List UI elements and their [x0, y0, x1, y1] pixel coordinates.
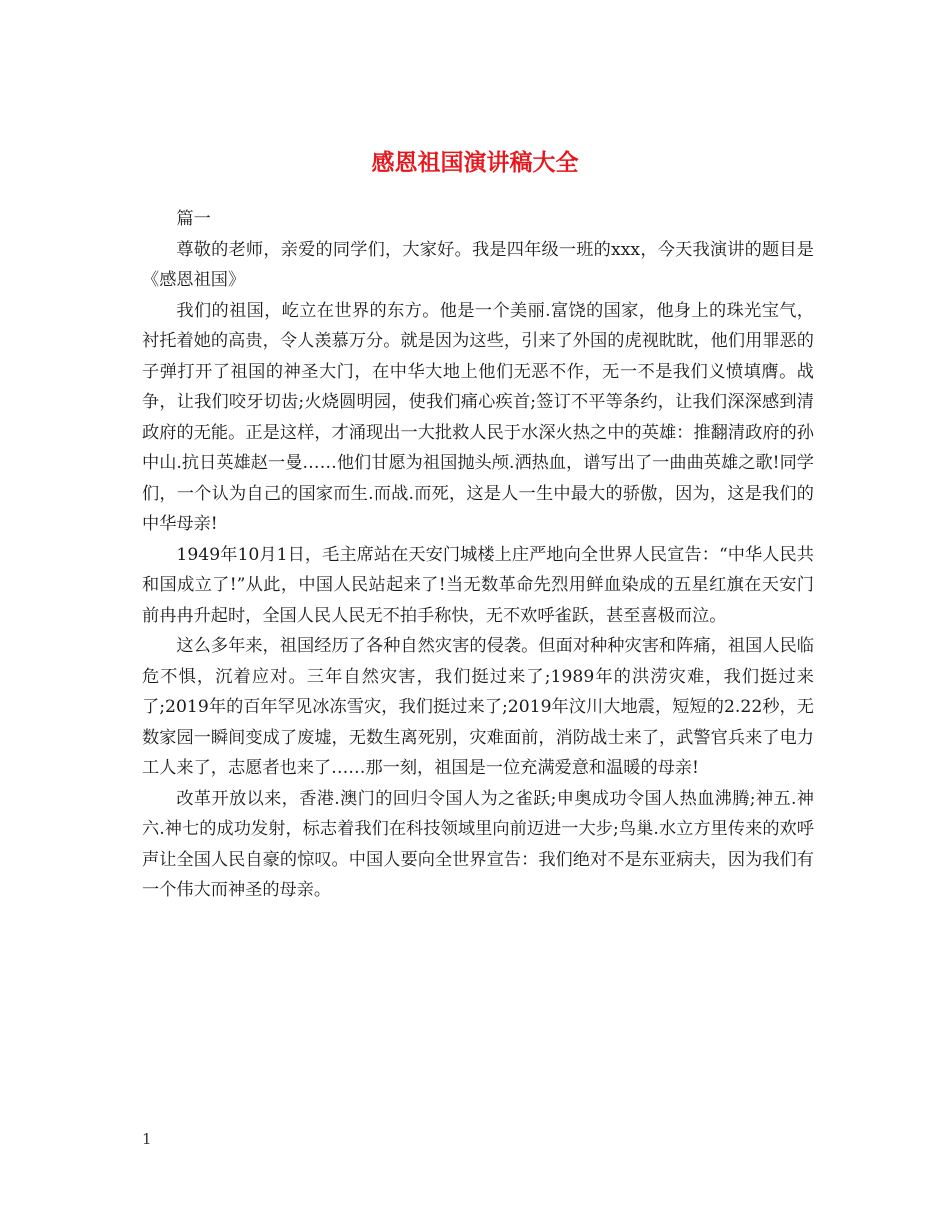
paragraph-founding: 1949年10月1日，毛主席站在天安门城楼上庄严地向全世界人民宣告：“中华人民共和国成立了!”从此，中国人民站起来了!当无数革命先烈用鲜血染成的五星红旗在天安门前冉冉升起时，全国人民人民无不拍手称快，无不欢呼雀跃，甚至喜极而泣。 [142, 544, 814, 626]
section-heading: 篇一 [176, 209, 211, 229]
paragraph-reform: 改革开放以来，香港.澳门的回归令国人为之雀跃;申奥成功令国人热血沸腾;神五.神六.神七的成功发射，标志着我们在科技领域里向前迈进一大步;鸟巢.水立方里传来的欢呼声让全国人民自豪的惊叹。中国人要向全世界宣告：我们绝对不是东亚病夫，因为我们有一个伟大而神圣的母亲。 [142, 788, 814, 900]
paragraph-history: 我们的祖国，屹立在世界的东方。他是一个美丽.富饶的国家，他身上的珠光宝气，衬托着她的高贵，令人羡慕万分。就是因为这些，引来了外国的虎视眈眈，他们用罪恶的子弹打开了祖国的神圣大门，在中华大地上他们无恶不作，无一不是我们义愤填膺。战争，让我们咬牙切齿;火烧圆明园，使我们痛心疾首;签订不平等条约，让我们深深感到清政府的无能。正是这样，才涌现出一大批救人民于水深火热之中的英雄：推翻清政府的孙中山.抗日英雄赵一曼……他们甘愿为祖国抛头颅.洒热血，谱写出了一曲曲英雄之歌!同学们，一个认为自己的国家而生.而战.而死，这是人一生中最大的骄傲，因为，这是我们的中华母亲! [142, 300, 814, 534]
paragraph-greeting: 尊敬的老师，亲爱的同学们，大家好。我是四年级一班的xxx，今天我演讲的题目是《感恩祖国》 [142, 239, 814, 290]
page-number: 1 [142, 1130, 152, 1148]
paragraph-disasters: 这么多年来，祖国经历了各种自然灾害的侵袭。但面对种种灾害和阵痛，祖国人民临危不惧，沉着应对。三年自然灾害，我们挺过来了;1989年的洪涝灾难，我们挺过来了;2019年的百年罕见冰冻雪灾，我们挺过来了;2019年汶川大地震，短短的2.22秒，无数家园一瞬间变成了废墟，无数生离死别，灾难面前，消防战士来了，武警官兵来了电力工人来了，志愿者也来了……那一刻，祖国是一位充满爱意和温暖的母亲! [142, 636, 814, 778]
document-body [142, 204, 814, 906]
document-title: 感恩祖国演讲稿大全 [371, 149, 579, 177]
